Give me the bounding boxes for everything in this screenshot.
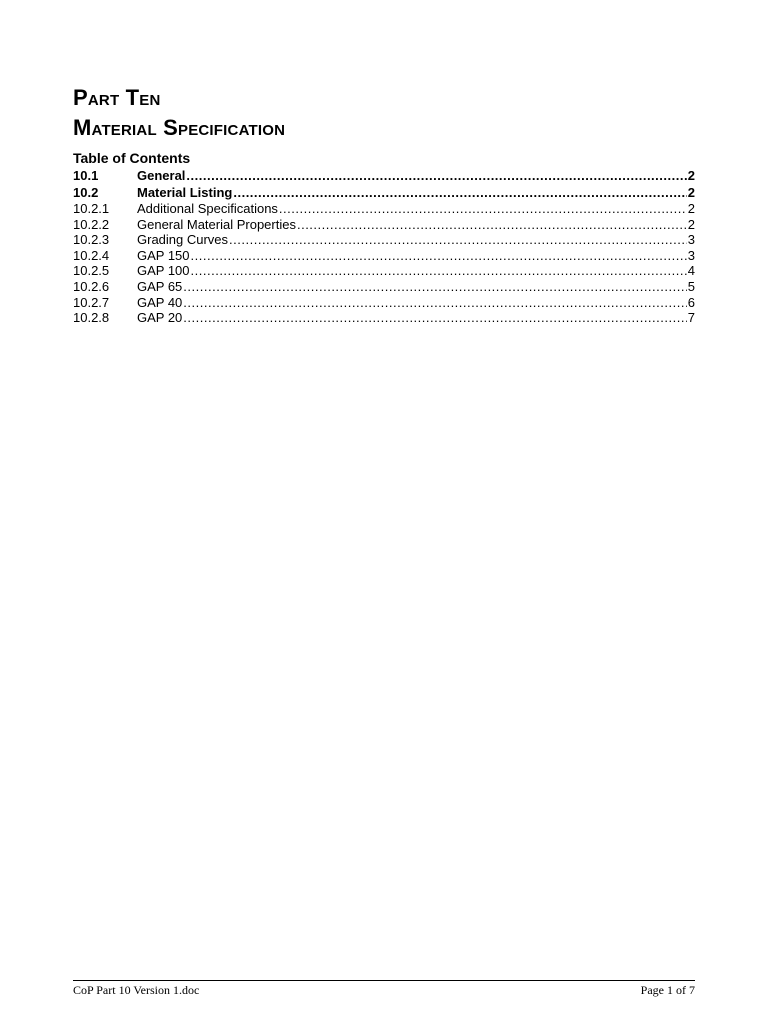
table-of-contents xyxy=(73,168,695,326)
dot-leader xyxy=(297,217,687,233)
dot-leader xyxy=(229,232,687,248)
toc-entry-page: 3 xyxy=(687,232,695,248)
toc-entry[interactable] xyxy=(73,279,695,295)
dot-leader xyxy=(191,248,687,264)
toc-entry-number: 10.2.6 xyxy=(73,278,110,294)
toc-entry[interactable] xyxy=(73,310,695,326)
toc-entry-number: 10.2 xyxy=(73,184,99,200)
toc-entry-title[interactable]: GAP 40 xyxy=(137,294,183,310)
toc-entry-page: 3 xyxy=(687,247,695,263)
toc-entry-page: 2 xyxy=(687,168,695,183)
toc-entry-title[interactable]: Grading Curves xyxy=(137,232,229,248)
toc-entry-page: 4 xyxy=(687,263,695,279)
toc-entry-page: 2 xyxy=(687,184,695,200)
toc-entry-page: 7 xyxy=(687,310,695,326)
dot-leader xyxy=(191,263,687,279)
footer-page-number: Page 1 of 7 xyxy=(640,983,695,997)
toc-entry[interactable] xyxy=(73,168,695,185)
toc-entry-number: 10.2.1 xyxy=(73,201,110,216)
toc-entry[interactable] xyxy=(73,185,695,202)
footer-divider xyxy=(73,980,695,981)
dot-leader xyxy=(233,185,686,202)
part-subtitle: Material Specification xyxy=(73,115,286,140)
toc-entry-title[interactable]: GAP 65 xyxy=(137,278,183,294)
toc-entry-number: 10.2.2 xyxy=(73,216,110,232)
toc-entry-title[interactable]: Additional Specifications xyxy=(137,201,278,216)
dot-leader xyxy=(183,295,686,311)
toc-entry-title[interactable]: GAP 100 xyxy=(137,263,190,279)
toc-entry[interactable] xyxy=(73,263,695,279)
toc-entry-title[interactable]: Material Listing xyxy=(137,184,233,200)
toc-entry[interactable] xyxy=(73,201,695,217)
part-title: Part Ten xyxy=(73,85,161,110)
toc-entry-title[interactable]: GAP 20 xyxy=(137,310,183,326)
toc-entry-number: 10.1 xyxy=(73,168,99,183)
toc-entry[interactable] xyxy=(73,232,695,248)
toc-entry-number: 10.2.3 xyxy=(73,232,110,248)
toc-entry-number: 10.2.7 xyxy=(73,294,110,310)
toc-entry-number: 10.2.4 xyxy=(73,247,110,263)
toc-entry-page: 2 xyxy=(687,201,695,216)
toc-entry-page: 2 xyxy=(687,216,695,232)
dot-leader xyxy=(186,168,686,185)
toc-entry[interactable] xyxy=(73,217,695,233)
toc-entry-page: 5 xyxy=(687,278,695,294)
toc-entry[interactable] xyxy=(73,295,695,311)
toc-heading: Table of Contents xyxy=(73,150,191,166)
toc-entry-title[interactable]: GAP 150 xyxy=(137,247,190,263)
toc-entry-number: 10.2.5 xyxy=(73,263,110,279)
footer-filename: CoP Part 10 Version 1.doc xyxy=(73,983,200,997)
toc-entry-title[interactable]: General xyxy=(137,168,186,183)
toc-entry-page: 6 xyxy=(687,294,695,310)
toc-entry[interactable] xyxy=(73,248,695,264)
dot-leader xyxy=(183,279,686,295)
toc-entry-number: 10.2.8 xyxy=(73,310,110,326)
toc-entry-title[interactable]: General Material Properties xyxy=(137,216,296,232)
dot-leader xyxy=(279,201,687,217)
dot-leader xyxy=(183,310,686,326)
